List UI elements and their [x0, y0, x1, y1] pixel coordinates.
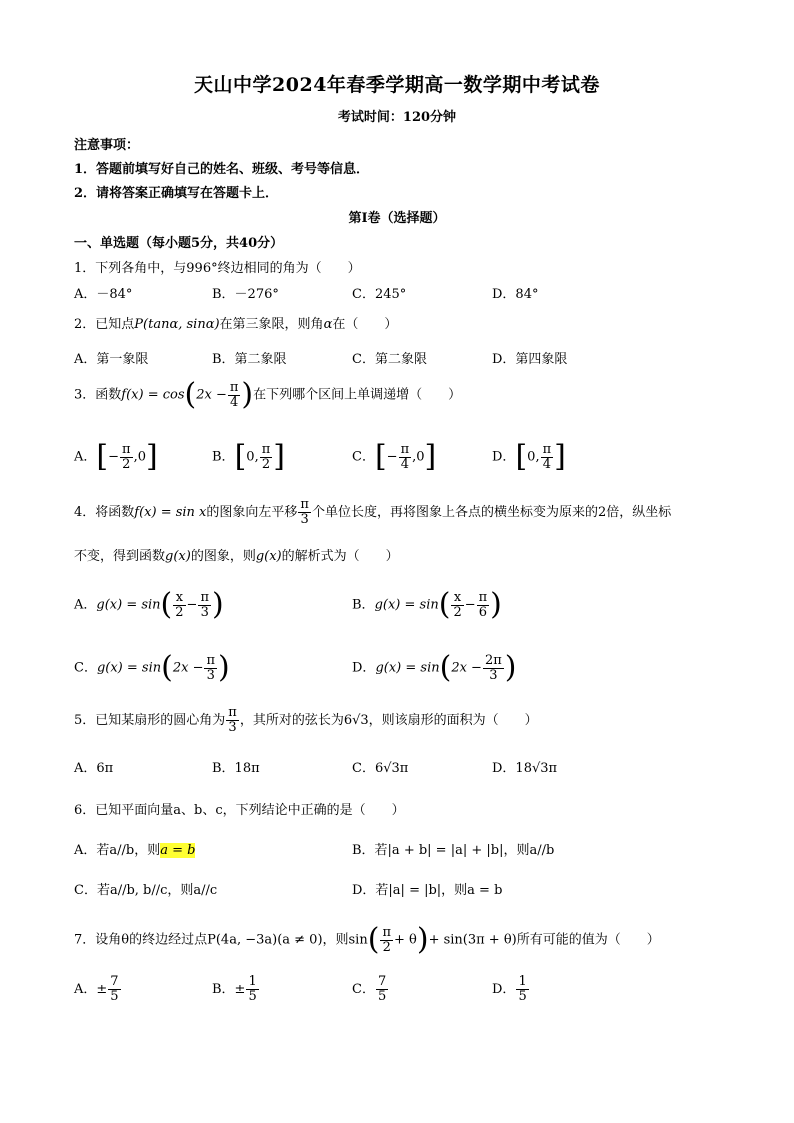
q4-b-paren-r: ): [490, 587, 502, 622]
q4-b-gx: g(x) = sin: [374, 597, 439, 613]
q3-b-bracket-r: ]: [273, 439, 285, 474]
q3-a-bracket-l: [: [96, 439, 109, 474]
q4-line2-c: 的图象，则: [190, 549, 256, 564]
q7-b-frac: [246, 975, 258, 1004]
q2-text-c: 在第三象限，则角: [219, 317, 324, 332]
q3-func: f(x) = cos: [121, 387, 185, 403]
q3-a-bracket-r: ]: [145, 439, 158, 474]
q2-option-a: A．第一象限: [74, 352, 149, 367]
q3-a-den: 2: [122, 456, 131, 472]
q3-a-comma: ,: [133, 449, 138, 465]
q7-opt-b-label: B．±: [212, 982, 246, 997]
q2-point: P(tanα, sinα): [134, 317, 220, 332]
q6-option-a: [74, 839, 195, 858]
q4-func: f(x) = sin x: [134, 505, 207, 520]
question-1-stem: 1．下列各角中，与996°终边相同的角为（ ）: [74, 261, 361, 276]
q7-a-frac: [108, 975, 120, 1004]
q4-b-paren-l: (: [438, 587, 451, 622]
q6-option-c: C．若a//b, b//c，则a//c: [74, 883, 218, 898]
q3-frac: [228, 381, 241, 410]
question-4-line-1: [74, 498, 671, 527]
q7-option-d: [492, 975, 530, 1004]
q3-opt-b-label: B．: [212, 449, 235, 465]
q4-c-gx: g(x) = sin: [96, 660, 162, 676]
q3-c-bracket-r: ]: [424, 439, 437, 474]
q7-opt-c-label: C．: [352, 982, 375, 997]
q4-d-frac-num: 2π: [484, 652, 502, 668]
exam-title: 天山中学2024年春季学期高一数学期中考试卷: [194, 74, 600, 96]
q3-d-num: π: [542, 441, 552, 457]
q7-paren-r: ): [416, 922, 429, 957]
q3-paren-left: (: [184, 377, 197, 412]
q3-d-comma: ,: [535, 449, 540, 465]
q4-c-frac-den: 3: [206, 667, 215, 683]
q4-b-frac2-num: π: [478, 589, 488, 605]
q4-c-twox: 2x −: [172, 660, 204, 676]
q7-b-num: 1: [248, 974, 257, 989]
q4-a-frac1: [173, 591, 185, 620]
q5-text-b: ，其所对的弦长为6√3，则该扇形的面积为（ ）: [239, 713, 538, 728]
q4-d-frac: [483, 654, 504, 683]
q4-text-d: 个单位长度，再将图象上各点的横坐标变为原来的2倍，纵坐标: [311, 505, 672, 520]
q3-a-num: π: [122, 441, 131, 457]
q3-paren-right: ): [241, 377, 254, 412]
q3-d-bracket-r: ]: [554, 439, 566, 474]
q4-a-frac2-den: 3: [200, 604, 209, 620]
q7-frac-num: π: [382, 924, 391, 940]
q7-c-frac: [376, 975, 388, 1004]
q6-option-d: D．若|a| = |b|，则a = b: [352, 883, 503, 898]
q3-d-den: 4: [542, 456, 551, 472]
q3-d-zero: 0: [527, 449, 536, 465]
question-7-stem: [74, 922, 660, 957]
q3-option-c: [352, 439, 437, 474]
q2-text-e: 在（ ）: [332, 317, 398, 332]
q7-text-b: + θ: [393, 932, 417, 948]
q3-c-num: π: [400, 441, 410, 457]
q1-option-b: B．－276°: [212, 287, 279, 302]
q4-a-paren-r: ): [212, 587, 224, 622]
q3-frac-den: 4: [230, 394, 239, 410]
q4-option-b: [352, 587, 502, 622]
q4-option-d: [352, 650, 517, 685]
q7-text-a: 7．设角θ的终边经过点P(4a, −3a)(a ≠ 0)，则sin: [74, 932, 368, 948]
q7-d-frac: [516, 975, 528, 1004]
q1-option-c: C．245°: [352, 287, 407, 302]
q3-a-frac: [120, 443, 133, 472]
q4-a-gx: g(x) = sin: [96, 597, 161, 613]
q3-c-zero: 0: [416, 449, 425, 465]
q4-a-minus: −: [186, 597, 198, 613]
q4-b-frac1-den: 2: [453, 604, 462, 620]
q4-b-frac1: [451, 591, 463, 620]
q4-a-frac2-num: π: [200, 589, 209, 605]
q7-text-c: + sin(3π + θ)所有可能的值为（ ）: [428, 932, 660, 948]
q5-angle-frac: [226, 706, 239, 735]
q4-opt-a-label: A．: [74, 597, 97, 613]
q3-d-frac: [541, 443, 554, 472]
q4-a-paren-l: (: [160, 587, 173, 622]
q4-b-frac2-den: 6: [478, 604, 488, 620]
q1-option-d: D．84°: [492, 287, 539, 302]
q4-line2-a: 不变，得到函数: [74, 549, 166, 564]
part1-heading: 第I卷（选择题）: [348, 211, 446, 226]
q2-option-d: D．第四象限: [492, 352, 568, 367]
q4-d-frac-den: 3: [489, 667, 498, 683]
q7-a-den: 5: [110, 989, 119, 1004]
q3-opt-c-label: C．: [352, 449, 375, 465]
q3-text-a: 3．函数: [74, 387, 122, 403]
q4-b-frac1-num: x: [451, 591, 463, 606]
q3-option-a: [74, 439, 158, 474]
q7-paren-l: (: [367, 922, 380, 957]
q4-shift-num: π: [300, 497, 309, 512]
question-3-stem: [74, 377, 462, 412]
q4-d-paren-l: (: [439, 650, 452, 685]
q5-option-c: C．6√3π: [352, 761, 409, 776]
q3-b-den: 2: [261, 456, 271, 472]
q4-c-paren-r: ): [218, 650, 230, 685]
q4-c-frac-num: π: [206, 652, 216, 668]
q4-a-frac2: [198, 591, 211, 620]
q7-c-den: 5: [377, 989, 387, 1004]
q3-option-b: [212, 439, 285, 474]
q6-option-b: B．若|a + b| = |a| + |b|，则a//b: [352, 843, 555, 858]
q4-shift-frac: [298, 498, 311, 527]
q4-shift-den: 3: [300, 512, 309, 527]
q2-option-b: B．第二象限: [212, 352, 287, 367]
q4-d-paren-r: ): [504, 650, 517, 685]
q4-line2-g2: g(x): [255, 549, 282, 564]
question-2-stem: [74, 313, 397, 332]
q4-line2-g1: g(x): [165, 549, 191, 564]
q3-c-frac: [399, 443, 412, 472]
q4-b-frac2: [477, 591, 490, 620]
q4-option-a: [74, 587, 224, 622]
q4-option-c: [74, 650, 230, 685]
q3-option-d: [492, 439, 566, 474]
q3-a-zero: 0: [137, 449, 146, 465]
note-item-2: 2．请将答案正确填写在答题卡上．: [74, 186, 279, 201]
q1-option-a: A．－84°: [74, 287, 133, 302]
q5-text-a: 5．已知某扇形的圆心角为: [74, 713, 226, 728]
q5-option-b: B．18π: [212, 761, 260, 776]
q7-opt-d-label: D．: [492, 982, 516, 997]
q7-frac: [380, 926, 393, 955]
q4-c-frac: [204, 654, 217, 683]
q7-c-num: 7: [377, 974, 387, 989]
q4-opt-d-label: D．: [352, 660, 376, 676]
q3-opt-a-label: A．: [74, 449, 97, 465]
q2-text-a: 2．已知点: [74, 317, 135, 332]
q3-c-neg: −: [386, 449, 398, 465]
q7-option-b: [212, 975, 260, 1004]
q7-option-c: [352, 975, 389, 1004]
q4-text-c: 的图象向左平移: [206, 505, 298, 520]
q4-opt-b-label: B．: [352, 597, 375, 613]
q4-a-frac1-den: 2: [175, 604, 184, 620]
q3-a-neg: −: [108, 449, 120, 465]
q3-b-frac: [260, 443, 273, 472]
q7-d-den: 5: [518, 989, 527, 1004]
q3-c-bracket-l: [: [374, 439, 387, 474]
q2-option-c: C．第二象限: [352, 352, 427, 367]
q3-b-zero: 0: [246, 449, 255, 465]
q5-option-d: D．18√3π: [492, 761, 558, 776]
q4-d-gx: g(x) = sin: [375, 660, 440, 676]
q2-alpha: α: [323, 317, 333, 332]
q5-option-a: A．6π: [74, 761, 114, 776]
notes-heading: 注意事项：: [74, 138, 140, 153]
note-item-1: 1．答题前填写好自己的姓名、班级、考号等信息．: [74, 162, 370, 177]
q3-arg: 2x −: [196, 387, 227, 403]
q4-b-minus: −: [464, 597, 476, 613]
q6-opt-a-highlight: a = b: [160, 843, 196, 858]
q6-opt-a-text: A．若a//b，则: [74, 843, 161, 858]
question-4-line-2: [74, 545, 399, 564]
q3-c-den: 4: [400, 456, 409, 472]
q4-a-frac1-num: x: [173, 591, 185, 606]
q7-d-num: 1: [518, 974, 527, 989]
q3-opt-d-label: D．: [492, 449, 516, 465]
q4-c-paren-l: (: [161, 650, 173, 685]
question-6-stem: 6．已知平面向量a、b、c，下列结论中正确的是（ ）: [74, 803, 405, 818]
q3-b-bracket-l: [: [234, 439, 247, 474]
q7-frac-den: 2: [382, 939, 391, 955]
q4-d-twox: 2x −: [451, 660, 482, 676]
q7-opt-a-label: A．±: [74, 982, 108, 997]
q3-b-num: π: [261, 441, 271, 457]
q3-text-d: 在下列哪个区间上单调递增（ ）: [253, 387, 462, 403]
exam-duration: 考试时间：120分钟: [337, 110, 457, 125]
q5-angle-den: 3: [228, 720, 237, 735]
section-heading: 一、单选题（每小题5分，共40分）: [74, 236, 284, 251]
q3-c-comma: ,: [412, 449, 417, 465]
q3-frac-num: π: [229, 379, 239, 395]
q4-opt-c-label: C．: [74, 660, 97, 676]
q4-line2-e: 的解析式为（ ）: [281, 549, 399, 564]
q3-d-bracket-l: [: [515, 439, 528, 474]
q5-angle-num: π: [228, 705, 237, 720]
question-5-stem: [74, 706, 538, 735]
q7-b-den: 5: [248, 989, 257, 1004]
q7-option-a: [74, 975, 122, 1004]
q7-a-num: 7: [110, 974, 119, 989]
q4-text-a: 4．将函数: [74, 505, 135, 520]
q3-b-comma: ,: [254, 449, 259, 465]
